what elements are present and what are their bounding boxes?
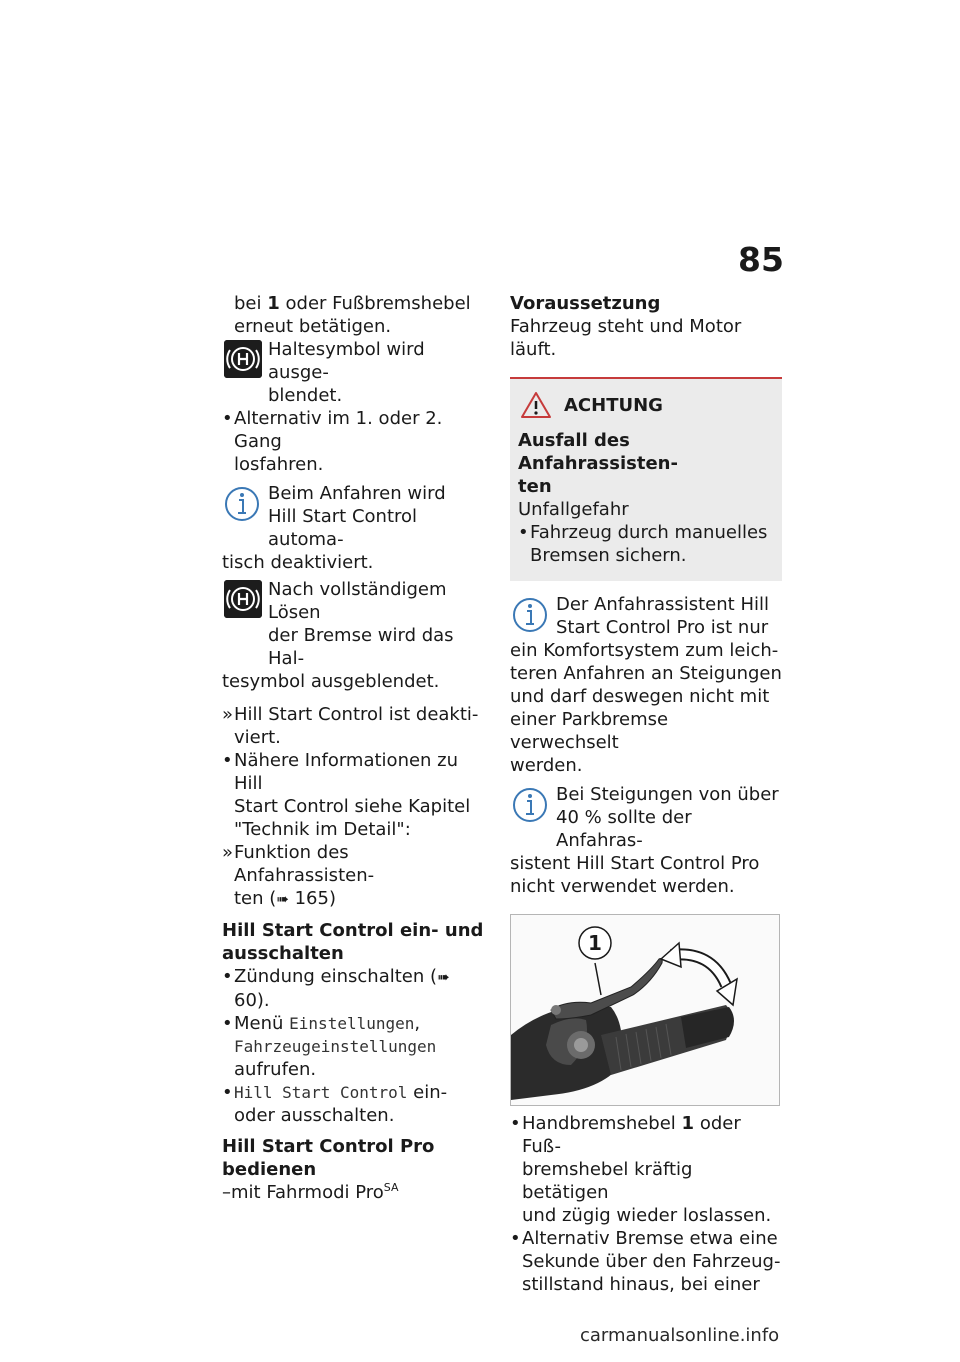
section-heading: Hill Start Control Pro bedienen bbox=[222, 1136, 435, 1180]
section-heading: Hill Start Control ein- und ausschalten bbox=[222, 920, 484, 964]
warning-heading: Ausfall des Anfahrassisten- ten bbox=[518, 430, 678, 497]
handlebar-brake-lever-figure bbox=[510, 914, 780, 1106]
hold-symbol-icon bbox=[224, 340, 262, 378]
left-column bbox=[222, 292, 490, 1204]
warning-danger: Unfallgefahr bbox=[518, 499, 629, 520]
list-item: • Menü Einstellungen, Fahrzeugeinstellungen aufrufen. bbox=[222, 1013, 437, 1080]
hold-symbol-note: Haltesymbol wird ausge- blendet. bbox=[222, 338, 490, 407]
page-reference-link[interactable]: 165) bbox=[294, 888, 336, 909]
warning-box bbox=[510, 377, 782, 581]
figure-callout-label: 1 bbox=[588, 931, 602, 955]
page-number: 85 bbox=[738, 240, 784, 279]
prerequisite-text: Fahrzeug steht und Motor läuft. bbox=[510, 316, 742, 360]
footer-watermark-link[interactable]: carmanualsonline.info bbox=[580, 1325, 780, 1346]
paragraph: bei 1 oder Fußbremshebel erneut betätigen. bbox=[234, 293, 471, 337]
list-item: • Nähere Informationen zu Hill Start Control siehe Kapitel "Technik im Detail": bbox=[222, 750, 471, 840]
list-item: • Zündung einschalten (➠ 60). bbox=[222, 966, 450, 1011]
list-item: • Hill Start Control ein- oder ausschalten. bbox=[222, 1082, 448, 1126]
info-icon bbox=[224, 484, 260, 524]
info-note: Der Anfahrassistent Hill Start Control Pro ist nur ein Komfortsystem zum leich- teren Anfahren an Steigungen und darf deswegen nicht mit einer Parkbremse verwechselt werden. bbox=[510, 594, 782, 776]
page-reference-arrow-icon: ➠ bbox=[276, 890, 289, 908]
result-item: » Hill Start Control ist deakti- viert. bbox=[222, 704, 479, 748]
warning-triangle-icon bbox=[520, 391, 552, 419]
right-column bbox=[510, 292, 782, 1296]
warning-list-item: • Fahrzeug durch manuelles Bremsen sichern. bbox=[518, 522, 768, 566]
optional-equipment-note: –mit Fahrmodi Pro$^{SA}$ bbox=[222, 1181, 399, 1203]
brake-lever-illustration bbox=[511, 915, 779, 1105]
warning-title: ACHTUNG bbox=[520, 391, 774, 419]
list-item: • Handbremshebel 1 oder Fuß- bremshebel kräftig betätigen und zügig wieder loslassen. bbox=[510, 1113, 772, 1226]
list-item: • Alternativ im 1. oder 2. Gang losfahren. bbox=[222, 408, 443, 475]
result-item: » Funktion des Anfahrassisten- ten (➠ 165) bbox=[222, 842, 375, 909]
info-note: Beim Anfahren wird Hill Start Control automa- tisch deaktiviert. bbox=[222, 483, 446, 573]
list-item: • Alternativ Bremse etwa eine Sekunde über den Fahrzeug- stillstand hinaus, bei einer bbox=[510, 1228, 781, 1295]
hold-symbol-icon bbox=[224, 580, 262, 618]
page-reference-arrow-icon: ➠ bbox=[437, 968, 450, 986]
info-note: Bei Steigungen von über 40 % sollte der Anfahras- sistent Hill Start Control Pro nicht verwendet werden. bbox=[510, 784, 779, 897]
hold-symbol-note: Nach vollständigem Lösen der Bremse wird das Hal- tesymbol ausgeblendet. bbox=[222, 579, 454, 692]
page-reference-link[interactable]: 60). bbox=[234, 990, 270, 1011]
info-icon bbox=[512, 785, 548, 825]
prerequisite-heading: Voraussetzung bbox=[510, 293, 661, 314]
info-icon bbox=[512, 595, 548, 635]
